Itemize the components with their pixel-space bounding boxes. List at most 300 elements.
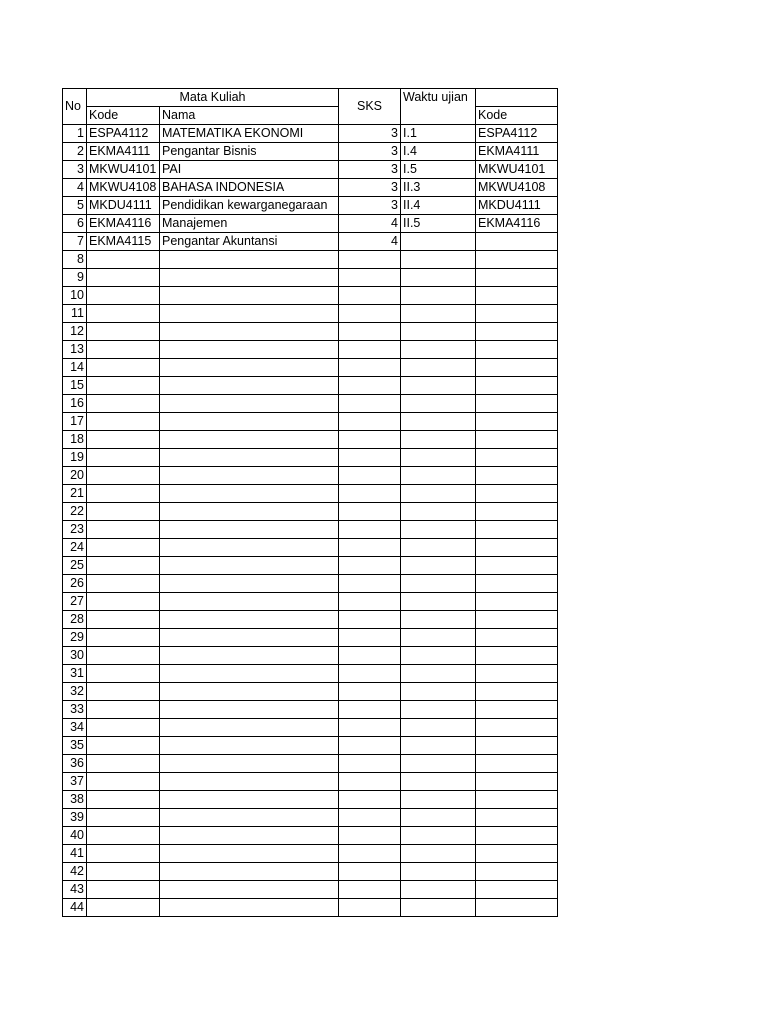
cell-waktu-ujian[interactable]	[401, 809, 476, 827]
cell-no[interactable]: 39	[63, 809, 87, 827]
cell-no[interactable]: 32	[63, 683, 87, 701]
cell-nama[interactable]	[160, 629, 339, 647]
cell-kode-2[interactable]	[476, 593, 558, 611]
cell-sks[interactable]: 3	[339, 143, 401, 161]
cell-no[interactable]: 31	[63, 665, 87, 683]
cell-kode[interactable]	[87, 323, 160, 341]
header-mata-kuliah[interactable]: Mata Kuliah	[87, 89, 339, 107]
cell-kode[interactable]	[87, 755, 160, 773]
cell-kode[interactable]	[87, 341, 160, 359]
header-kode-2[interactable]: Kode	[476, 107, 558, 125]
table-row	[63, 521, 558, 539]
cell-no[interactable]: 20	[63, 467, 87, 485]
cell-sks[interactable]	[339, 863, 401, 881]
cell-sks[interactable]	[339, 683, 401, 701]
cell-no[interactable]: 13	[63, 341, 87, 359]
header-blank-cell[interactable]	[476, 89, 558, 107]
cell-no[interactable]: 9	[63, 269, 87, 287]
cell-kode[interactable]	[87, 521, 160, 539]
cell-no[interactable]: 41	[63, 845, 87, 863]
cell-sks[interactable]	[339, 827, 401, 845]
cell-kode[interactable]: EKMA4115	[87, 233, 160, 251]
cell-sks[interactable]	[339, 269, 401, 287]
cell-kode[interactable]	[87, 827, 160, 845]
table-row	[63, 557, 558, 575]
cell-kode-2[interactable]	[476, 629, 558, 647]
cell-kode-2[interactable]	[476, 359, 558, 377]
cell-sks[interactable]	[339, 791, 401, 809]
cell-no[interactable]: 6	[63, 215, 87, 233]
cell-sks[interactable]	[339, 773, 401, 791]
cell-no[interactable]: 3	[63, 161, 87, 179]
cell-waktu-ujian[interactable]	[401, 377, 476, 395]
cell-sks[interactable]	[339, 449, 401, 467]
cell-nama[interactable]	[160, 791, 339, 809]
cell-kode[interactable]	[87, 377, 160, 395]
cell-no[interactable]: 8	[63, 251, 87, 269]
table-row	[63, 593, 558, 611]
cell-nama[interactable]	[160, 503, 339, 521]
cell-no[interactable]: 37	[63, 773, 87, 791]
cell-no[interactable]: 10	[63, 287, 87, 305]
cell-waktu-ujian[interactable]	[401, 863, 476, 881]
table-row	[63, 269, 558, 287]
cell-no[interactable]: 1	[63, 125, 87, 143]
cell-waktu-ujian[interactable]: II.5	[401, 215, 476, 233]
cell-nama[interactable]	[160, 737, 339, 755]
header-no[interactable]: No	[63, 89, 87, 125]
cell-nama[interactable]	[160, 449, 339, 467]
cell-kode[interactable]	[87, 611, 160, 629]
cell-kode-2[interactable]	[476, 539, 558, 557]
cell-kode-2[interactable]: EKMA4116	[476, 215, 558, 233]
cell-kode-2[interactable]	[476, 557, 558, 575]
cell-waktu-ujian[interactable]	[401, 287, 476, 305]
cell-no[interactable]: 7	[63, 233, 87, 251]
cell-waktu-ujian[interactable]: I.4	[401, 143, 476, 161]
cell-kode[interactable]	[87, 413, 160, 431]
cell-nama[interactable]	[160, 305, 339, 323]
table-row	[63, 827, 558, 845]
cell-sks[interactable]	[339, 845, 401, 863]
cell-no[interactable]: 5	[63, 197, 87, 215]
cell-nama[interactable]: BAHASA INDONESIA	[160, 179, 339, 197]
cell-sks[interactable]: 3	[339, 197, 401, 215]
cell-waktu-ujian[interactable]	[401, 557, 476, 575]
cell-kode-2[interactable]	[476, 719, 558, 737]
cell-waktu-ujian[interactable]	[401, 719, 476, 737]
cell-kode[interactable]	[87, 305, 160, 323]
cell-waktu-ujian[interactable]: II.4	[401, 197, 476, 215]
cell-kode[interactable]	[87, 665, 160, 683]
cell-nama[interactable]	[160, 341, 339, 359]
cell-no[interactable]: 28	[63, 611, 87, 629]
cell-waktu-ujian[interactable]	[401, 881, 476, 899]
cell-waktu-ujian[interactable]: I.5	[401, 161, 476, 179]
cell-waktu-ujian[interactable]	[401, 485, 476, 503]
cell-kode[interactable]	[87, 845, 160, 863]
table-row	[63, 431, 558, 449]
cell-no[interactable]: 35	[63, 737, 87, 755]
table-row	[63, 251, 558, 269]
cell-no[interactable]: 2	[63, 143, 87, 161]
cell-nama[interactable]: Pengantar Akuntansi	[160, 233, 339, 251]
cell-sks[interactable]	[339, 485, 401, 503]
cell-waktu-ujian[interactable]	[401, 593, 476, 611]
cell-sks[interactable]	[339, 593, 401, 611]
cell-kode[interactable]	[87, 809, 160, 827]
cell-waktu-ujian[interactable]	[401, 233, 476, 251]
cell-kode[interactable]	[87, 395, 160, 413]
cell-kode-2[interactable]	[476, 575, 558, 593]
cell-kode-2[interactable]: EKMA4111	[476, 143, 558, 161]
cell-kode-2[interactable]	[476, 269, 558, 287]
cell-kode-2[interactable]	[476, 881, 558, 899]
cell-nama[interactable]	[160, 251, 339, 269]
cell-nama[interactable]	[160, 539, 339, 557]
cell-no[interactable]: 42	[63, 863, 87, 881]
cell-waktu-ujian[interactable]	[401, 899, 476, 917]
cell-nama[interactable]	[160, 467, 339, 485]
cell-sks[interactable]	[339, 251, 401, 269]
cell-kode-2[interactable]	[476, 665, 558, 683]
cell-nama[interactable]	[160, 521, 339, 539]
cell-kode[interactable]: EKMA4111	[87, 143, 160, 161]
cell-no[interactable]: 36	[63, 755, 87, 773]
table-row	[63, 575, 558, 593]
cell-no[interactable]: 23	[63, 521, 87, 539]
cell-kode[interactable]: MKWU4108	[87, 179, 160, 197]
cell-sks[interactable]	[339, 665, 401, 683]
cell-nama[interactable]	[160, 809, 339, 827]
cell-kode[interactable]	[87, 467, 160, 485]
cell-kode[interactable]	[87, 287, 160, 305]
table-row	[63, 125, 558, 143]
cell-sks[interactable]	[339, 305, 401, 323]
cell-kode-2[interactable]	[476, 413, 558, 431]
cell-nama[interactable]	[160, 647, 339, 665]
cell-kode-2[interactable]	[476, 845, 558, 863]
cell-nama[interactable]	[160, 683, 339, 701]
header-kode[interactable]: Kode	[87, 107, 160, 125]
table-body	[63, 125, 558, 917]
cell-nama[interactable]	[160, 755, 339, 773]
cell-sks[interactable]	[339, 341, 401, 359]
cell-kode[interactable]	[87, 683, 160, 701]
table-row	[63, 305, 558, 323]
cell-kode-2[interactable]	[476, 521, 558, 539]
cell-nama[interactable]	[160, 431, 339, 449]
cell-sks[interactable]	[339, 881, 401, 899]
cell-nama[interactable]: Pendidikan kewarganegaraan	[160, 197, 339, 215]
cell-kode-2[interactable]	[476, 863, 558, 881]
cell-no[interactable]: 26	[63, 575, 87, 593]
cell-sks[interactable]	[339, 629, 401, 647]
cell-sks[interactable]	[339, 701, 401, 719]
cell-no[interactable]: 33	[63, 701, 87, 719]
cell-sks[interactable]	[339, 359, 401, 377]
cell-waktu-ujian[interactable]	[401, 269, 476, 287]
cell-waktu-ujian[interactable]	[401, 755, 476, 773]
cell-sks[interactable]	[339, 539, 401, 557]
table-row	[63, 701, 558, 719]
cell-sks[interactable]	[339, 503, 401, 521]
cell-no[interactable]: 25	[63, 557, 87, 575]
cell-nama[interactable]: Manajemen	[160, 215, 339, 233]
cell-sks[interactable]	[339, 377, 401, 395]
cell-waktu-ujian[interactable]	[401, 539, 476, 557]
cell-kode[interactable]	[87, 431, 160, 449]
cell-kode-2[interactable]: MKWU4108	[476, 179, 558, 197]
cell-nama[interactable]	[160, 395, 339, 413]
cell-waktu-ujian[interactable]	[401, 251, 476, 269]
cell-kode[interactable]	[87, 575, 160, 593]
cell-no[interactable]: 43	[63, 881, 87, 899]
cell-sks[interactable]	[339, 395, 401, 413]
cell-no[interactable]: 16	[63, 395, 87, 413]
cell-no[interactable]: 24	[63, 539, 87, 557]
cell-kode[interactable]: MKWU4101	[87, 161, 160, 179]
cell-kode-2[interactable]: MKDU4111	[476, 197, 558, 215]
table-row	[63, 791, 558, 809]
cell-no[interactable]: 44	[63, 899, 87, 917]
cell-waktu-ujian[interactable]	[401, 359, 476, 377]
header-waktu-ujian[interactable]: Waktu ujian	[401, 89, 476, 125]
table-row	[63, 161, 558, 179]
cell-waktu-ujian[interactable]	[401, 521, 476, 539]
cell-kode[interactable]	[87, 863, 160, 881]
cell-waktu-ujian[interactable]	[401, 629, 476, 647]
cell-kode-2[interactable]	[476, 251, 558, 269]
cell-sks[interactable]: 3	[339, 179, 401, 197]
cell-no[interactable]: 19	[63, 449, 87, 467]
cell-kode-2[interactable]	[476, 503, 558, 521]
cell-waktu-ujian[interactable]: II.3	[401, 179, 476, 197]
cell-kode[interactable]	[87, 881, 160, 899]
cell-kode-2[interactable]: ESPA4112	[476, 125, 558, 143]
cell-nama[interactable]	[160, 323, 339, 341]
cell-waktu-ujian[interactable]	[401, 791, 476, 809]
cell-nama[interactable]	[160, 485, 339, 503]
cell-kode-2[interactable]	[476, 485, 558, 503]
cell-sks[interactable]	[339, 467, 401, 485]
cell-kode[interactable]	[87, 791, 160, 809]
cell-nama[interactable]	[160, 377, 339, 395]
cell-sks[interactable]	[339, 647, 401, 665]
cell-no[interactable]: 21	[63, 485, 87, 503]
cell-no[interactable]: 29	[63, 629, 87, 647]
cell-nama[interactable]	[160, 359, 339, 377]
cell-kode-2[interactable]	[476, 773, 558, 791]
cell-nama[interactable]	[160, 593, 339, 611]
cell-kode-2[interactable]	[476, 449, 558, 467]
cell-kode[interactable]	[87, 701, 160, 719]
cell-kode-2[interactable]: MKWU4101	[476, 161, 558, 179]
cell-no[interactable]: 38	[63, 791, 87, 809]
cell-kode[interactable]	[87, 359, 160, 377]
cell-waktu-ujian[interactable]	[401, 305, 476, 323]
cell-nama[interactable]	[160, 413, 339, 431]
cell-kode-2[interactable]	[476, 305, 558, 323]
cell-waktu-ujian[interactable]	[401, 449, 476, 467]
cell-waktu-ujian[interactable]	[401, 341, 476, 359]
cell-no[interactable]: 18	[63, 431, 87, 449]
table-row	[63, 395, 558, 413]
cell-nama[interactable]	[160, 881, 339, 899]
table-row	[63, 773, 558, 791]
cell-kode[interactable]	[87, 449, 160, 467]
cell-kode[interactable]	[87, 899, 160, 917]
cell-sks[interactable]	[339, 557, 401, 575]
cell-kode[interactable]	[87, 593, 160, 611]
header-nama[interactable]: Nama	[160, 107, 339, 125]
header-sks[interactable]: SKS	[339, 89, 401, 125]
cell-no[interactable]: 22	[63, 503, 87, 521]
cell-no[interactable]: 40	[63, 827, 87, 845]
cell-nama[interactable]	[160, 899, 339, 917]
table-row	[63, 215, 558, 233]
cell-sks[interactable]	[339, 899, 401, 917]
cell-nama[interactable]: Pengantar Bisnis	[160, 143, 339, 161]
table-row	[63, 377, 558, 395]
table-row	[63, 845, 558, 863]
cell-sks[interactable]	[339, 431, 401, 449]
cell-kode[interactable]	[87, 539, 160, 557]
cell-kode-2[interactable]	[476, 395, 558, 413]
table-row	[63, 809, 558, 827]
cell-no[interactable]: 27	[63, 593, 87, 611]
cell-waktu-ujian[interactable]	[401, 665, 476, 683]
cell-waktu-ujian[interactable]: I.1	[401, 125, 476, 143]
cell-nama[interactable]	[160, 719, 339, 737]
cell-nama[interactable]	[160, 773, 339, 791]
cell-nama[interactable]	[160, 557, 339, 575]
cell-kode[interactable]	[87, 251, 160, 269]
cell-sks[interactable]	[339, 521, 401, 539]
cell-sks[interactable]: 3	[339, 161, 401, 179]
cell-kode[interactable]	[87, 773, 160, 791]
cell-no[interactable]: 30	[63, 647, 87, 665]
cell-sks[interactable]: 4	[339, 215, 401, 233]
cell-nama[interactable]	[160, 611, 339, 629]
cell-sks[interactable]	[339, 737, 401, 755]
cell-waktu-ujian[interactable]	[401, 503, 476, 521]
cell-sks[interactable]	[339, 413, 401, 431]
cell-kode[interactable]	[87, 269, 160, 287]
cell-waktu-ujian[interactable]	[401, 395, 476, 413]
cell-sks[interactable]	[339, 719, 401, 737]
cell-kode[interactable]	[87, 737, 160, 755]
cell-nama[interactable]	[160, 827, 339, 845]
cell-waktu-ujian[interactable]	[401, 737, 476, 755]
cell-kode-2[interactable]	[476, 827, 558, 845]
cell-no[interactable]: 4	[63, 179, 87, 197]
cell-sks[interactable]: 3	[339, 125, 401, 143]
table-row	[63, 737, 558, 755]
cell-kode-2[interactable]	[476, 701, 558, 719]
cell-waktu-ujian[interactable]	[401, 827, 476, 845]
cell-kode-2[interactable]	[476, 377, 558, 395]
cell-no[interactable]: 14	[63, 359, 87, 377]
cell-kode[interactable]	[87, 629, 160, 647]
cell-waktu-ujian[interactable]	[401, 413, 476, 431]
cell-waktu-ujian[interactable]	[401, 611, 476, 629]
cell-waktu-ujian[interactable]	[401, 845, 476, 863]
cell-kode-2[interactable]	[476, 755, 558, 773]
cell-kode-2[interactable]	[476, 233, 558, 251]
cell-no[interactable]: 15	[63, 377, 87, 395]
cell-kode[interactable]: MKDU4111	[87, 197, 160, 215]
cell-kode[interactable]	[87, 719, 160, 737]
cell-nama[interactable]	[160, 665, 339, 683]
course-table	[62, 88, 558, 917]
cell-kode[interactable]	[87, 647, 160, 665]
cell-no[interactable]: 34	[63, 719, 87, 737]
cell-kode-2[interactable]	[476, 611, 558, 629]
cell-waktu-ujian[interactable]	[401, 701, 476, 719]
cell-kode-2[interactable]	[476, 809, 558, 827]
cell-kode-2[interactable]	[476, 431, 558, 449]
cell-kode-2[interactable]	[476, 323, 558, 341]
cell-waktu-ujian[interactable]	[401, 467, 476, 485]
cell-waktu-ujian[interactable]	[401, 323, 476, 341]
cell-nama[interactable]	[160, 701, 339, 719]
cell-nama[interactable]	[160, 287, 339, 305]
cell-nama[interactable]: PAI	[160, 161, 339, 179]
cell-kode-2[interactable]	[476, 287, 558, 305]
table-row	[63, 359, 558, 377]
cell-kode-2[interactable]	[476, 341, 558, 359]
cell-waktu-ujian[interactable]	[401, 773, 476, 791]
cell-kode-2[interactable]	[476, 647, 558, 665]
cell-kode-2[interactable]	[476, 683, 558, 701]
table-row	[63, 665, 558, 683]
table-row	[63, 629, 558, 647]
cell-sks[interactable]	[339, 287, 401, 305]
cell-kode[interactable]	[87, 503, 160, 521]
cell-sks[interactable]	[339, 755, 401, 773]
cell-nama[interactable]	[160, 845, 339, 863]
cell-nama[interactable]	[160, 863, 339, 881]
cell-kode[interactable]	[87, 557, 160, 575]
cell-sks[interactable]	[339, 575, 401, 593]
cell-kode[interactable]: EKMA4116	[87, 215, 160, 233]
cell-kode-2[interactable]	[476, 899, 558, 917]
cell-waktu-ujian[interactable]	[401, 431, 476, 449]
cell-kode-2[interactable]	[476, 791, 558, 809]
cell-nama[interactable]	[160, 575, 339, 593]
cell-nama[interactable]: MATEMATIKA EKONOMI	[160, 125, 339, 143]
cell-no[interactable]: 17	[63, 413, 87, 431]
cell-kode[interactable]: ESPA4112	[87, 125, 160, 143]
cell-kode-2[interactable]	[476, 467, 558, 485]
cell-sks[interactable]	[339, 611, 401, 629]
table-row	[63, 719, 558, 737]
cell-no[interactable]: 11	[63, 305, 87, 323]
table-row	[63, 341, 558, 359]
cell-waktu-ujian[interactable]	[401, 575, 476, 593]
cell-waktu-ujian[interactable]	[401, 647, 476, 665]
cell-sks[interactable]: 4	[339, 233, 401, 251]
cell-kode-2[interactable]	[476, 737, 558, 755]
cell-kode[interactable]	[87, 485, 160, 503]
cell-nama[interactable]	[160, 269, 339, 287]
table-row	[63, 539, 558, 557]
cell-no[interactable]: 12	[63, 323, 87, 341]
cell-sks[interactable]	[339, 323, 401, 341]
cell-waktu-ujian[interactable]	[401, 683, 476, 701]
cell-sks[interactable]	[339, 809, 401, 827]
